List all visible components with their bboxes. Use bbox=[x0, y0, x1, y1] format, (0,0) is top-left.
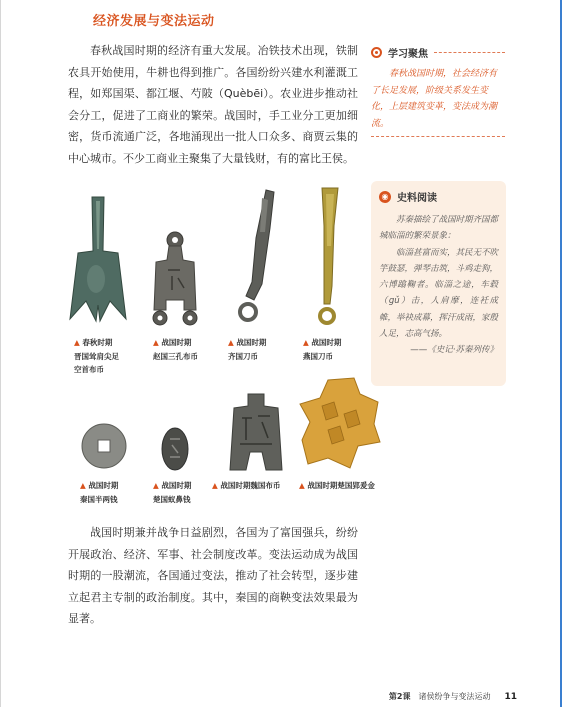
historical-reading-box bbox=[371, 181, 506, 386]
coin-caption: ▲ 春秋时期 晋国耸肩尖足 空首布币 bbox=[74, 338, 119, 374]
historical-reading-title: 史料阅读 bbox=[397, 193, 437, 204]
coin-caption: ▲ 战国时期 齐国刀币 bbox=[228, 338, 267, 361]
coin-caption: ▲ 战国时期 燕国刀币 bbox=[303, 338, 342, 361]
historical-reading-quote: 临淄甚富而实，其民无不吹竽鼓瑟，弹琴击筑，斗鸡走狗，六博蹹鞠者。临淄之途，车毂（gǔ）击，人肩摩，连衽成帷，举袂成幕，挥汗成雨，家殷人足，志高气扬。 bbox=[379, 247, 499, 340]
gear-icon bbox=[371, 47, 382, 58]
dashed-rule-bottom bbox=[371, 136, 505, 137]
three-hole-spade-coin-image bbox=[150, 230, 200, 332]
study-focus-text: 春秋战国时期，社会经济有了长足发展，阶级关系发生变化，上层建筑变革，变法成为潮流。 bbox=[371, 69, 498, 129]
page-side-rule bbox=[560, 0, 562, 707]
yan-knife-coin-image bbox=[310, 186, 350, 330]
ban-liang-coin-image bbox=[80, 422, 128, 470]
paragraph-reform: 战国时期兼并战争日益剧烈，各国为了富国强兵，纷纷开展政治、经济、军事、社会制度改革。变法运动成为战国时期的一股潮流，各国通过变法，推动了社会转型，逐步建立起君主专制的政治制度。其中，秦国的商鞅变法效果最为显著。 bbox=[68, 526, 358, 626]
spade-coin-pointed-image bbox=[66, 193, 130, 331]
footer-lesson-number: 第2课 bbox=[388, 692, 411, 701]
historical-reading-header bbox=[379, 189, 498, 204]
coin-caption: ▲ 战国时期 赵国三孔布币 bbox=[153, 338, 198, 361]
study-focus-title: 学习聚焦 bbox=[388, 48, 428, 60]
page-footer bbox=[389, 691, 517, 702]
wei-spade-coin-image bbox=[228, 392, 284, 472]
page-number: 11 bbox=[504, 692, 517, 702]
ying-yuan-gold-image bbox=[298, 376, 382, 472]
coin-caption: ▲ 战国时期 楚国蚁鼻钱 bbox=[153, 481, 192, 504]
section-title: 经济发展与变法运动 bbox=[93, 14, 215, 29]
qi-knife-coin-image bbox=[234, 188, 278, 328]
coin-caption: ▲ 战国时期楚国郢爰金 bbox=[299, 481, 375, 490]
study-focus-box bbox=[371, 44, 505, 137]
historical-reading-intro: 苏秦描绘了战国时期齐国都城临淄的繁荣景象： bbox=[379, 215, 499, 242]
page-edge bbox=[0, 0, 1, 707]
coin-caption: ▲ 战国时期 秦国半两钱 bbox=[80, 481, 119, 504]
historical-reading-source: ——《史记·苏秦列传》 bbox=[410, 345, 498, 356]
book-icon: ◉ bbox=[379, 191, 391, 203]
paragraph-economy: 春秋战国时期的经济有重大发展。冶铁技术出现，铁制农具开始使用，牛耕也得到推广。各国纷纷兴建水利灌溉工程，如郑国渠、都江堰、芍陂（Quèbēi）。农业进步推动社会分工，促进了工商业的繁荣。战国时，手工业分工更加细密，货币流通广泛，各地涌现出一批人口众多、商贾云集的中心城市。不少工商业主聚集了大量钱财，有的富比王侯。 bbox=[68, 44, 358, 165]
study-focus-header bbox=[371, 44, 505, 60]
coin-caption: ▲ 战国时期魏国布币 bbox=[212, 481, 281, 490]
dashed-rule bbox=[434, 52, 505, 53]
ant-nose-coin-image bbox=[160, 425, 190, 473]
footer-lesson-title: 诸侯纷争与变法运动 bbox=[418, 692, 491, 701]
